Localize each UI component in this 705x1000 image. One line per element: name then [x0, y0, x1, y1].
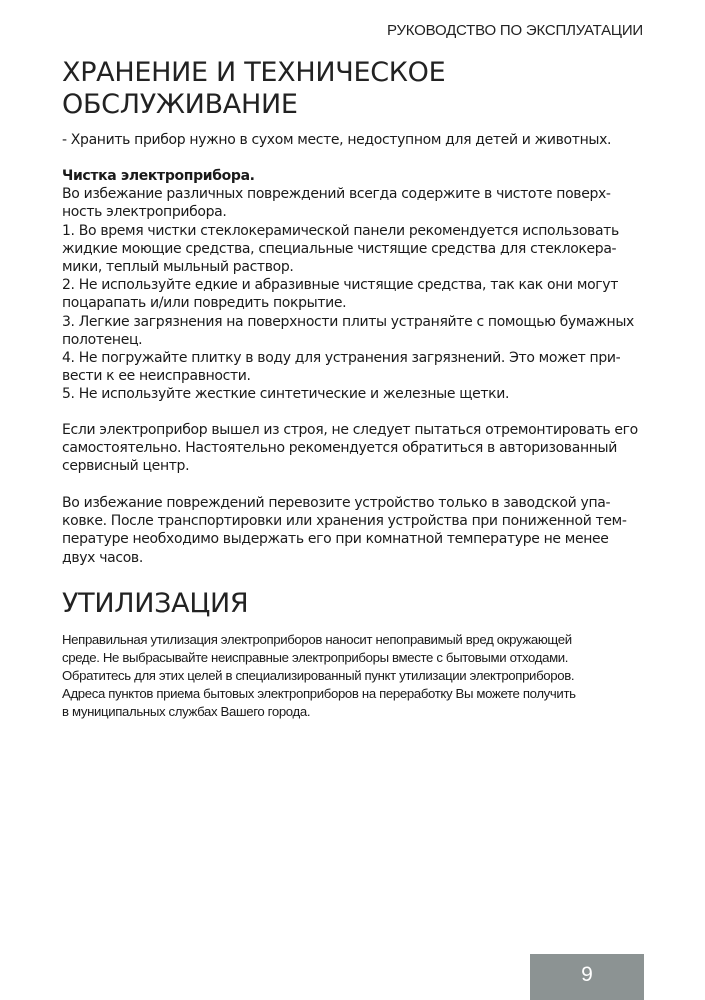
title-line: ХРАНЕНИЕ И ТЕХНИЧЕСКОЕ [62, 57, 446, 88]
section-title-storage [62, 57, 622, 121]
text-line: пературе необходимо выдержать его при комнатной температуре не менее [62, 531, 609, 548]
text-line: вести к ее неисправности. [62, 368, 251, 385]
text-line: полотенец. [62, 331, 143, 348]
text-line: 2. Не используйте едкие и абразивные чистящие средства, так как они могут [62, 277, 619, 294]
text-line: в муниципальных службах Вашего города. [62, 704, 311, 720]
cleaning-heading: Чистка электроприбора. [62, 168, 255, 184]
text-line: поцарапать и/или повредить покрытие. [62, 295, 347, 312]
page-number: 9 [581, 963, 593, 986]
text-line: Во избежание повреждений перевозите устройство только в заводской упа- [62, 495, 611, 511]
page-number-tab [530, 954, 644, 1000]
title-line: ОБСЛУЖИВАНИЕ [62, 89, 298, 120]
text-line: сервисный центр. [62, 458, 190, 475]
text-line: жидкие моющие средства, специальные чистящие средства для стеклокера- [62, 240, 617, 257]
running-header: РУКОВОДСТВО ПО ЭКСПЛУАТАЦИИ [387, 22, 643, 39]
text-line: 5. Не используйте жесткие синтетические и железные щетки. [62, 386, 510, 403]
cleaning-block [62, 167, 645, 404]
text-line: Если электроприбор вышел из строя, не следует пытаться отремонтировать его [62, 422, 638, 438]
text-line: двух часов. [62, 549, 143, 566]
text-line: Адреса пунктов приема бытовых электроприборов на переработку Вы можете получить [62, 686, 576, 702]
text-line: мики, теплый мыльный раствор. [62, 259, 294, 276]
text-line: 1. Во время чистки стеклокерамической панели рекомендуется использовать [62, 222, 619, 239]
text-line: Во избежание различных повреждений всегда содержите в чистоте поверх- [62, 186, 611, 203]
text-line: ковке. После транспортировки или хранения устройства при пониженной тем- [62, 513, 627, 530]
section-title-disposal: УТИЛИЗАЦИЯ [62, 588, 249, 619]
text-line: самостоятельно. Настоятельно рекомендуется обратиться в авторизованный [62, 440, 617, 457]
text-line: Обратитесь для этих целей в специализированный пункт утилизации электроприборов. [62, 668, 575, 684]
transport-paragraph [62, 494, 645, 567]
repair-paragraph [62, 421, 645, 476]
text-line: ность электроприбора. [62, 204, 227, 221]
text-line: 3. Легкие загрязнения на поверхности плиты устраняйте с помощью бумажных [62, 313, 634, 330]
disposal-paragraph [62, 631, 662, 721]
text-line: среде. Не выбрасывайте неисправные электроприборы вместе с бытовыми отходами. [62, 650, 569, 666]
storage-note: - Хранить прибор нужно в сухом месте, недоступном для детей и животных. [62, 132, 612, 148]
text-line: 4. Не погружайте плитку в воду для устранения загрязнений. Это может при- [62, 350, 621, 367]
text-line: Неправильная утилизация электроприборов наносит непоправимый вред окружающей [62, 632, 572, 647]
